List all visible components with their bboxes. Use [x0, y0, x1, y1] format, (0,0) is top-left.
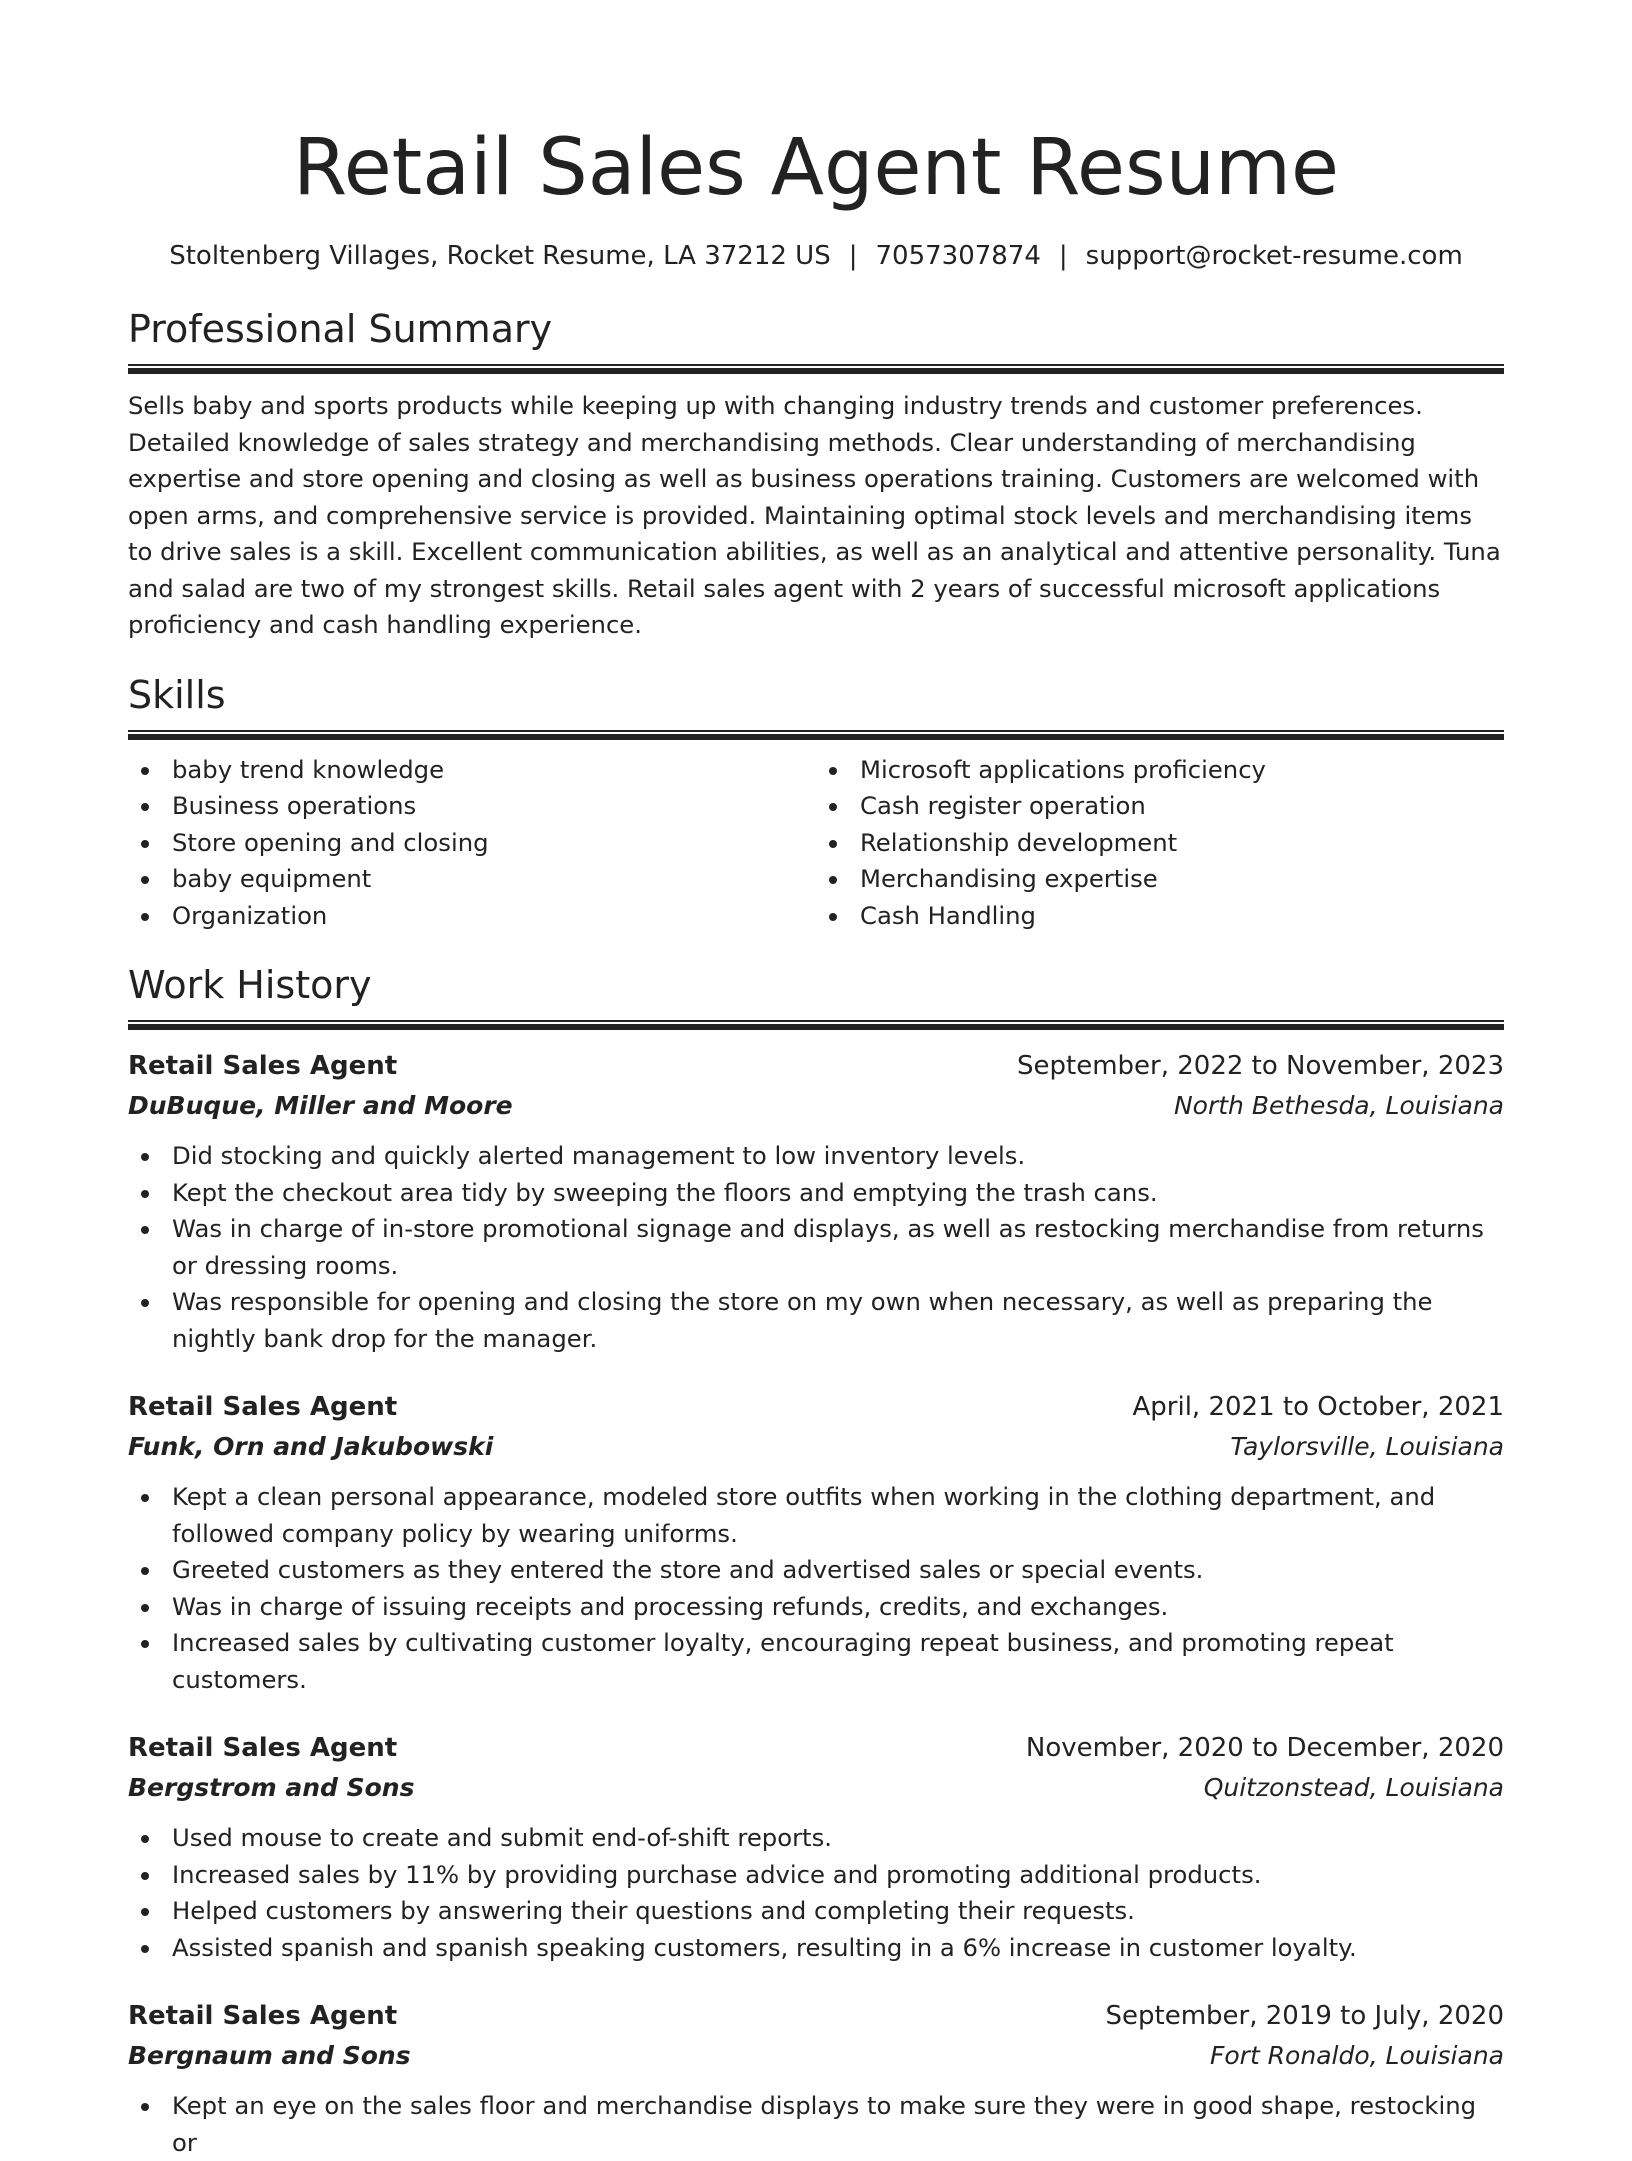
job-dates: September, 2019 to July, 2020	[1105, 2001, 1504, 2031]
job-company: DuBuque, Miller and Moore	[128, 1091, 513, 1120]
skill-item: Business operations	[172, 788, 816, 825]
job-bullet: Was in charge of in-store promotional signage and displays, as well as restocking merchandise from returns or dressing rooms.	[172, 1211, 1504, 1284]
skill-item: Store opening and closing	[172, 825, 816, 862]
job-header-row	[128, 1387, 1504, 1427]
job-bullets	[128, 1138, 1504, 1357]
contact-email: support@rocket-resume.com	[1085, 241, 1463, 271]
skill-item: Microsoft applications proficiency	[860, 752, 1504, 789]
resume-title: Retail Sales Agent Resume	[293, 123, 1339, 213]
job-bullet: Increased sales by cultivating customer loyalty, encouraging repeat business, and promoting repeat customers.	[172, 1625, 1504, 1698]
job-bullet: Increased sales by 11% by providing purchase advice and promoting additional products.	[172, 1857, 1504, 1894]
job-bullet: Did stocking and quickly alerted management to low inventory levels.	[172, 1138, 1504, 1175]
section-divider	[128, 730, 1504, 740]
job-company: Bergnaum and Sons	[128, 2041, 411, 2070]
skill-item: baby trend knowledge	[172, 752, 816, 789]
job-entry	[128, 1996, 1504, 2161]
summary-section	[128, 304, 1504, 644]
summary-text: Sells baby and sports products while keeping up with changing industry trends and customer preferences. Detailed knowledge of sales strategy and merchandising methods. Clear understanding of merchandising expertise and store opening and closing as well as business operations training. Customers are welcomed with open arms, and comprehensive service is provided. Maintaining optimal stock levels and merchandising items to drive sales is a skill. Excellent communication abilities, as well as an analytical and attentive personality. Tuna and salad are two of my strongest skills. Retail sales agent with 2 years of successful microsoft applications proficiency and cash handling experience.	[128, 391, 1501, 639]
job-company: Funk, Orn and Jakubowski	[128, 1432, 494, 1461]
skill-item: Relationship development	[860, 825, 1504, 862]
job-bullets	[128, 1479, 1504, 1698]
job-bullet: Kept the checkout area tidy by sweeping the floors and emptying the trash cans.	[172, 1175, 1504, 1212]
contact-line	[128, 238, 1504, 274]
job-location: Quitzonstead, Louisiana	[1203, 1773, 1504, 1802]
job-company-row	[128, 1768, 1504, 1808]
job-bullet: Assisted spanish and spanish speaking customers, resulting in a 6% increase in customer loyalty.	[172, 1930, 1504, 1967]
job-bullets	[128, 2088, 1504, 2161]
job-bullet: Was responsible for opening and closing the store on my own when necessary, as well as preparing the nightly bank drop for the manager.	[172, 1284, 1504, 1357]
summary-heading: Professional Summary	[128, 307, 553, 351]
job-dates: April, 2021 to October, 2021	[1132, 1392, 1504, 1422]
skill-item: Organization	[172, 898, 816, 935]
skill-item: Cash register operation	[860, 788, 1504, 825]
job-header-row	[128, 1728, 1504, 1768]
contact-phone: 7057307874	[875, 241, 1041, 271]
contact-separator: |	[1058, 241, 1068, 271]
job-location: Taylorsville, Louisiana	[1230, 1432, 1504, 1461]
job-location: North Bethesda, Louisiana	[1173, 1091, 1504, 1120]
job-dates: November, 2020 to December, 2020	[1025, 1733, 1504, 1763]
contact-separator: |	[848, 241, 858, 271]
job-header-row	[128, 1996, 1504, 2036]
job-company-row	[128, 1086, 1504, 1126]
skills-heading: Skills	[128, 672, 226, 717]
skills-section	[128, 670, 1504, 935]
job-entry	[128, 1728, 1504, 1966]
skill-item: Merchandising expertise	[860, 861, 1504, 898]
section-divider	[128, 364, 1504, 374]
job-location: Fort Ronaldo, Louisiana	[1209, 2041, 1504, 2070]
job-bullet: Kept a clean personal appearance, modeled store outfits when working in the clothing department, and followed company policy by wearing uniforms.	[172, 1479, 1504, 1552]
job-company-row	[128, 1427, 1504, 1467]
job-company-row	[128, 2036, 1504, 2076]
job-bullet: Kept an eye on the sales floor and merchandise displays to make sure they were in good shape, restocking or	[172, 2088, 1504, 2161]
job-bullets	[128, 1820, 1504, 1966]
job-company: Bergstrom and Sons	[128, 1773, 415, 1802]
job-bullet: Was in charge of issuing receipts and processing refunds, credits, and exchanges.	[172, 1589, 1504, 1626]
job-bullet: Helped customers by answering their questions and completing their requests.	[172, 1893, 1504, 1930]
job-title: Retail Sales Agent	[128, 1733, 398, 1763]
job-entry	[128, 1387, 1504, 1698]
job-header-row	[128, 1046, 1504, 1086]
job-entry	[128, 1046, 1504, 1357]
skills-list-right	[816, 752, 1504, 935]
job-title: Retail Sales Agent	[128, 2001, 398, 2031]
skill-item: Cash Handling	[860, 898, 1504, 935]
section-divider	[128, 1020, 1504, 1030]
skills-grid	[128, 752, 1504, 935]
resume-content	[128, 118, 1504, 2161]
job-title: Retail Sales Agent	[128, 1392, 398, 1422]
work-history-heading: Work History	[128, 963, 372, 1007]
job-title: Retail Sales Agent	[128, 1051, 398, 1081]
work-history-section	[128, 960, 1504, 2161]
job-bullet: Used mouse to create and submit end-of-shift reports.	[172, 1820, 1504, 1857]
job-bullet: Greeted customers as they entered the store and advertised sales or special events.	[172, 1552, 1504, 1589]
skills-list-left	[128, 752, 816, 935]
contact-address: Stoltenberg Villages, Rocket Resume, LA 37212 US	[169, 241, 831, 271]
skill-item: baby equipment	[172, 861, 816, 898]
job-dates: September, 2022 to November, 2023	[1017, 1051, 1504, 1081]
